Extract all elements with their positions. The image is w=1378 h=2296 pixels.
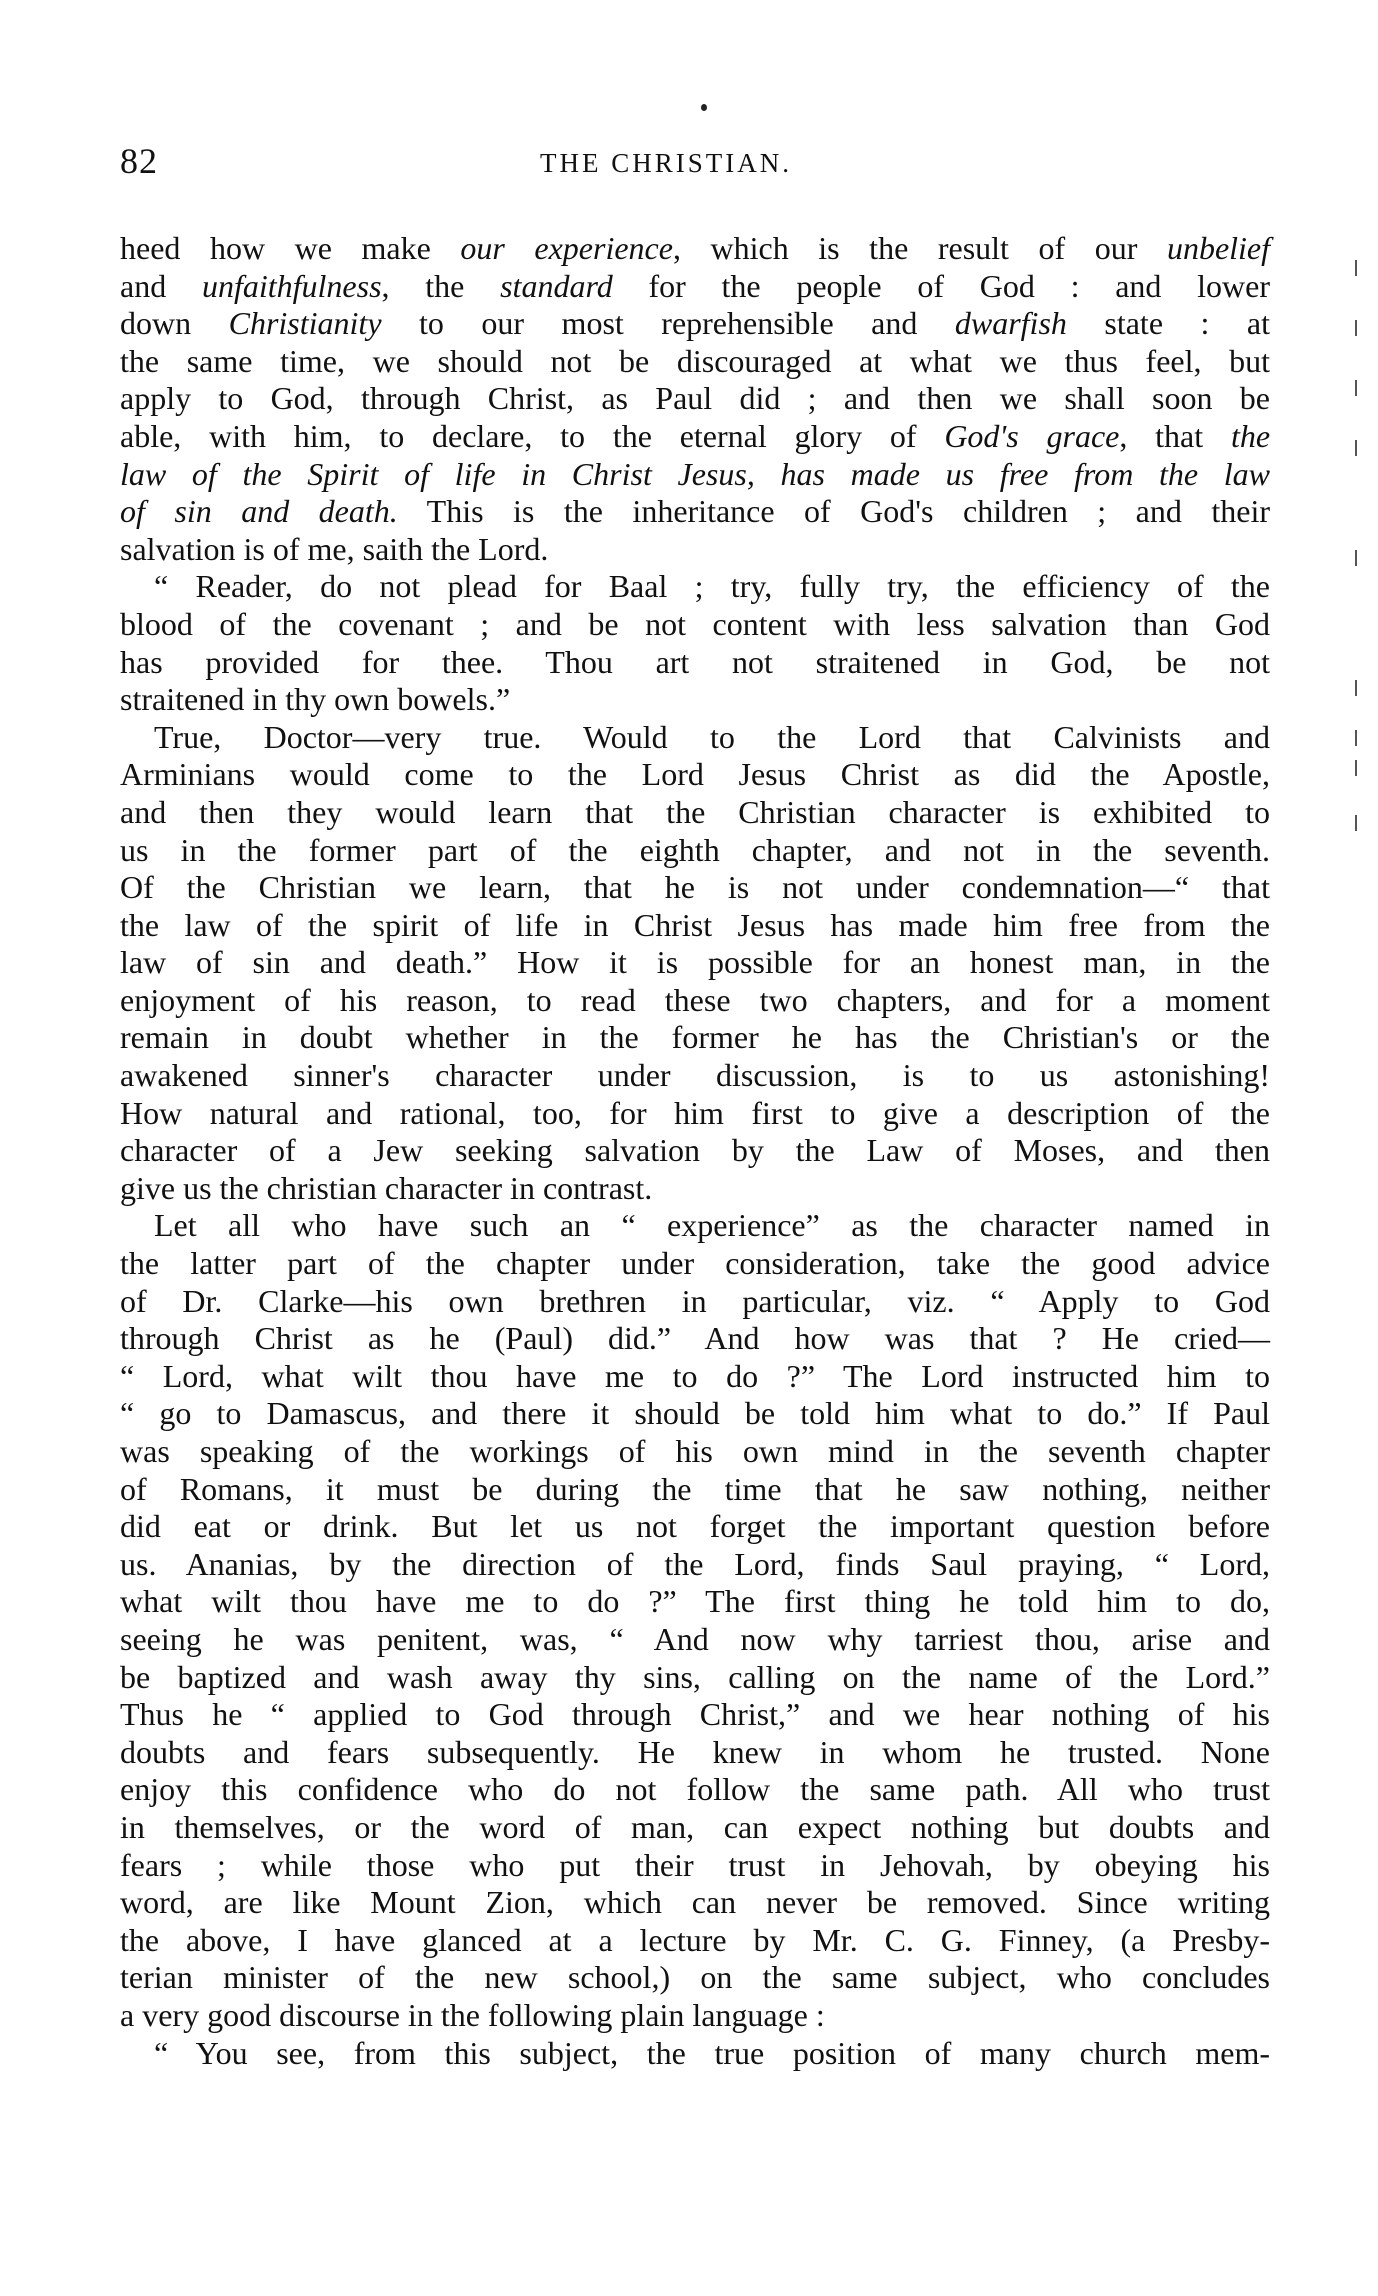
body-text bbox=[120, 230, 1270, 2072]
text-line: able, with him, to declare, to the eternal glory of God's grace, that the bbox=[120, 417, 1271, 454]
text-line: down Christianity to our most reprehensible and dwarfish state : at bbox=[120, 305, 1271, 342]
text-line: Arminians would come to the Lord Jesus Christ as did the Apostle, bbox=[120, 756, 1270, 793]
text-line: seeing he was penitent, was, “ And now why tarriest thou, arise and bbox=[120, 1620, 1270, 1657]
margin-tick bbox=[1355, 730, 1357, 746]
text-line: apply to God, through Christ, as Paul did ; and then we shall soon be bbox=[120, 380, 1270, 417]
text-line: “ Lord, what wilt thou have me to do ?” The Lord instructed him to bbox=[120, 1357, 1270, 1394]
text-line: be baptized and wash away thy sins, calling on the name of the Lord.” bbox=[120, 1658, 1270, 1695]
margin-tick bbox=[1355, 320, 1357, 336]
text-line: through Christ as he (Paul) did.” And how was that ? He cried— bbox=[120, 1320, 1270, 1357]
text-line: the above, I have glanced at a lecture by Mr. C. G. Finney, (a Presby- bbox=[120, 1921, 1270, 1958]
text-line: has provided for thee. Thou art not straitened in God, be not bbox=[120, 643, 1270, 680]
text-line: the same time, we should not be discouraged at what we thus feel, but bbox=[120, 342, 1270, 379]
page-number: 82 bbox=[120, 141, 158, 181]
text-line: word, are like Mount Zion, which can never be removed. Since writing bbox=[120, 1884, 1270, 1921]
text-line: “ You see, from this subject, the true position of many church mem- bbox=[154, 2034, 1270, 2071]
text-line: “ Reader, do not plead for Baal ; try, fully try, the efficiency of the bbox=[154, 568, 1270, 605]
margin-tick bbox=[1355, 380, 1357, 396]
text-line: How natural and rational, too, for him first to give a description of the bbox=[120, 1094, 1270, 1131]
text-line: in themselves, or the word of man, can expect nothing but doubts and bbox=[120, 1808, 1270, 1845]
margin-tick bbox=[1355, 815, 1357, 831]
text-line: heed how we make our experience, which is the result of our unbelief bbox=[120, 230, 1271, 266]
text-line: law of sin and death.” How it is possible for an honest man, in the bbox=[120, 944, 1270, 981]
text-line: “ go to Damascus, and there it should be told him what to do.” If Paul bbox=[120, 1395, 1270, 1432]
text-line: the law of the spirit of life in Christ Jesus has made him free from the bbox=[120, 906, 1270, 943]
text-line: give us the christian character in contrast. bbox=[120, 1169, 653, 1206]
text-line: was speaking of the workings of his own mind in the seventh chapter bbox=[120, 1433, 1270, 1469]
text-line: doubts and fears subsequently. He knew in whom he trusted. None bbox=[120, 1733, 1270, 1770]
text-line: and unfaithfulness, the standard for the people of God : and lower bbox=[120, 267, 1271, 304]
text-line: terian minister of the new school,) on the same subject, who concludes bbox=[120, 1959, 1270, 1996]
text-line: salvation is of me, saith the Lord. bbox=[120, 530, 549, 567]
text-line: fears ; while those who put their trust in Jehovah, by obeying his bbox=[120, 1846, 1270, 1883]
print-speck bbox=[701, 104, 707, 111]
page-header bbox=[120, 140, 1260, 200]
text-line: blood of the covenant ; and be not content with less salvation than God bbox=[120, 605, 1270, 642]
text-line: True, Doctor—very true. Would to the Lord that Calvinists and bbox=[154, 718, 1270, 755]
text-line: Of the Christian we learn, that he is not under condemnation—“ that bbox=[120, 869, 1270, 906]
text-line: Let all who have such an “ experience” as the character named in bbox=[154, 1207, 1270, 1244]
text-line: did eat or drink. But let us not forget the important question before bbox=[120, 1508, 1270, 1545]
text-line: enjoyment of his reason, to read these two chapters, and for a moment bbox=[120, 981, 1270, 1018]
text-line: us in the former part of the eighth chapter, and not in the seventh. bbox=[120, 831, 1270, 868]
text-line: a very good discourse in the following plain language : bbox=[120, 1996, 825, 2033]
margin-tick bbox=[1355, 260, 1357, 276]
margin-tick bbox=[1355, 760, 1357, 776]
running-head: THE CHRISTIAN. bbox=[540, 148, 792, 178]
margin-tick bbox=[1355, 440, 1357, 456]
text-line: of sin and death. This is the inheritance of God's children ; and their bbox=[120, 493, 1271, 530]
text-line: of Romans, it must be during the time that he saw nothing, neither bbox=[120, 1470, 1270, 1507]
text-line: straitened in thy own bowels.” bbox=[120, 681, 511, 718]
margin-tick bbox=[1355, 550, 1357, 566]
text-line: character of a Jew seeking salvation by the Law of Moses, and then bbox=[120, 1132, 1270, 1169]
text-line: enjoy this confidence who do not follow the same path. All who trust bbox=[120, 1771, 1270, 1808]
text-line: what wilt thou have me to do ?” The first thing he told him to do, bbox=[120, 1583, 1270, 1620]
text-line: awakened sinner's character under discussion, is to us astonishing! bbox=[120, 1057, 1270, 1094]
text-line: and then they would learn that the Christian character is exhibited to bbox=[120, 793, 1270, 830]
text-line: remain in doubt whether in the former he has the Christian's or the bbox=[120, 1019, 1270, 1056]
text-line: of Dr. Clarke—his own brethren in particular, viz. “ Apply to God bbox=[120, 1282, 1270, 1319]
text-line: law of the Spirit of life in Christ Jesus, has made us free from the law bbox=[120, 455, 1270, 492]
text-line: the latter part of the chapter under consideration, take the good advice bbox=[120, 1245, 1270, 1282]
text-line: Thus he “ applied to God through Christ,” and we hear nothing of his bbox=[120, 1696, 1270, 1733]
margin-tick bbox=[1355, 680, 1357, 696]
text-line: us. Ananias, by the direction of the Lord, finds Saul praying, “ Lord, bbox=[120, 1545, 1270, 1582]
